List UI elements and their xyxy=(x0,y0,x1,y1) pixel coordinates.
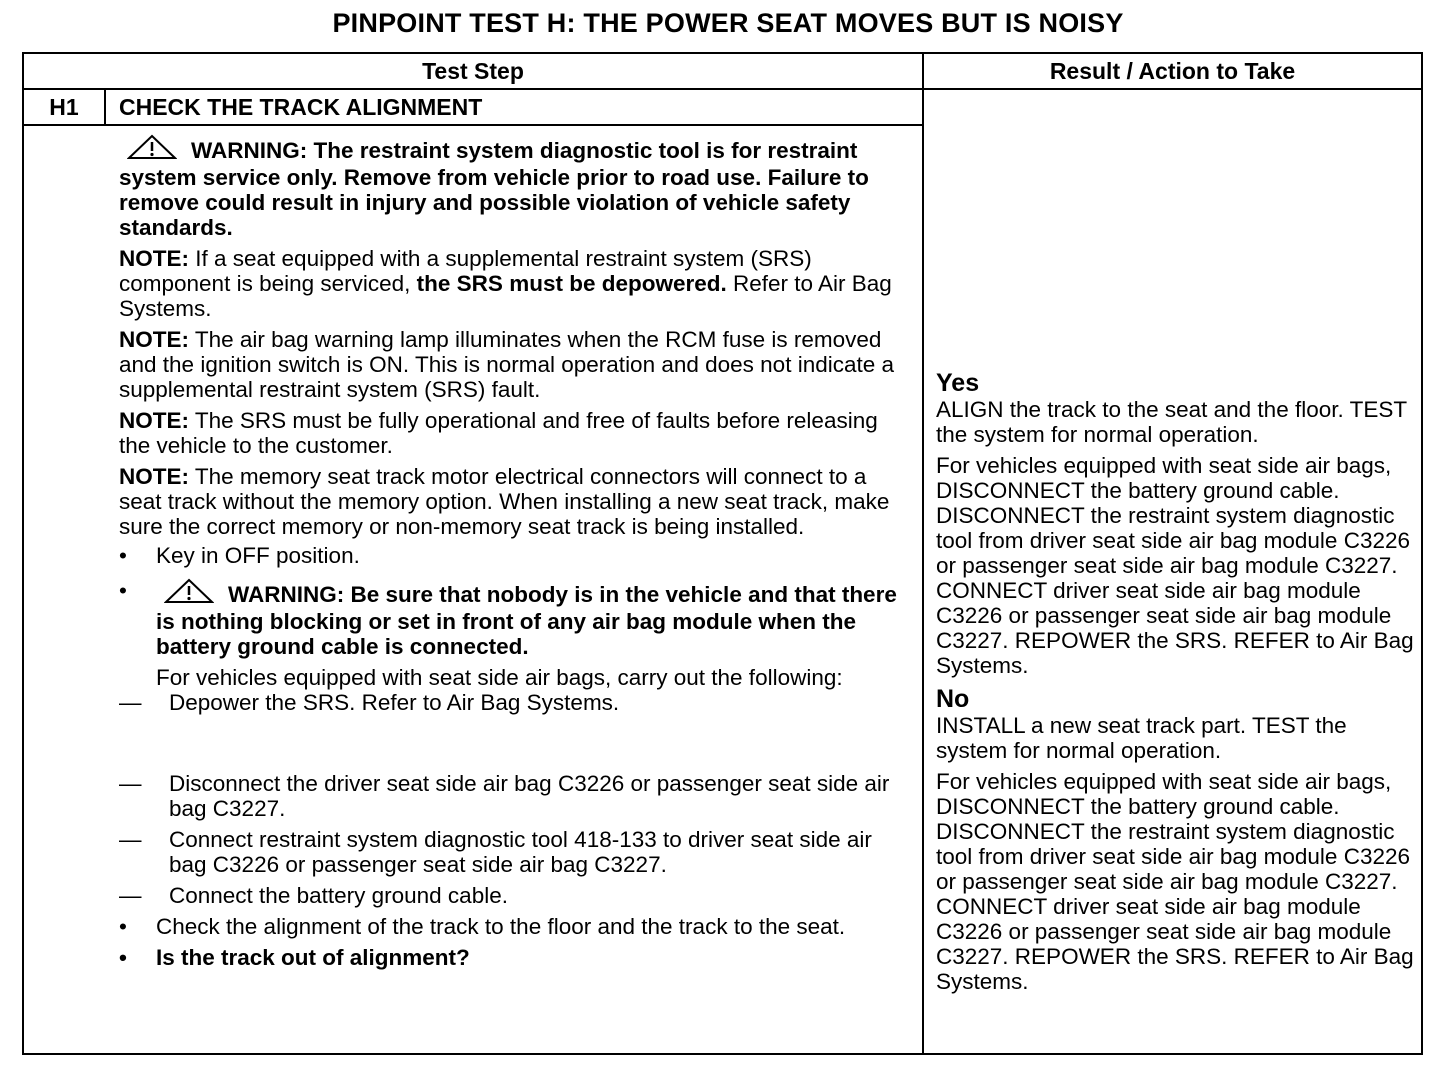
dash-item xyxy=(82,883,899,908)
dash-mark: — xyxy=(119,883,142,908)
warning2-text: : Be sure that nobody is in the vehicle and that there is nothing blocking or set in front of any air bag module when the battery ground cable is connected. xyxy=(156,582,897,659)
bullet-mark: • xyxy=(119,578,127,603)
dash-item xyxy=(82,690,899,715)
note-label: NOTE: xyxy=(119,464,189,489)
dash-mark: — xyxy=(119,690,142,715)
result-no-label: No xyxy=(936,685,970,713)
note-text: The SRS must be fully operational and free of faults before releasing the vehicle to the customer. xyxy=(119,408,878,458)
step-body xyxy=(119,134,899,976)
table-header-row xyxy=(24,54,1421,90)
list-item xyxy=(119,578,899,690)
step-title: CHECK THE TRACK ALIGNMENT xyxy=(119,94,483,120)
warning-label: WARNING xyxy=(228,582,337,607)
dash-item-text: Connect the battery ground cable. xyxy=(169,883,508,908)
bullet-mark: • xyxy=(119,543,127,568)
list-item xyxy=(119,945,899,970)
header-test-step: Test Step xyxy=(422,58,524,84)
note-text: The air bag warning lamp illuminates when the RCM fuse is removed and the ignition switch is ON. This is normal operation and does not indicate a supplemental restraint system (SRS) fault. xyxy=(119,327,895,402)
step-title-row xyxy=(24,90,922,126)
header-result-action: Result / Action to Take xyxy=(1049,58,1296,84)
note-text: Refer to Air Bag Systems. xyxy=(119,271,892,321)
note-label: NOTE: xyxy=(119,246,189,271)
dash-mark: — xyxy=(119,771,142,796)
result-no-detail: For vehicles equipped with seat side air bags, DISCONNECT the battery ground cable. DISCONNECT the restraint system diagnostic tool from driver seat side air bag module C3226 or passenger seat side air bag module C3227. CONNECT driver seat side air bag module C3226 or passenger seat side air bag module C3227. REPOWER the SRS. REFER to Air Bag Systems. xyxy=(936,769,1414,994)
note-text: If a seat equipped with a supplemental restraint system (SRS) component is being serviced, xyxy=(119,246,812,296)
dash-item-text: Disconnect the driver seat side air bag C3226 or passenger seat side air bag C3227. xyxy=(169,771,890,821)
warning-triangle-icon xyxy=(127,134,177,165)
dash-item xyxy=(82,827,899,877)
warning-restraint-tool xyxy=(119,134,899,240)
warning-battery-cable xyxy=(156,578,899,659)
dash-item-text: Connect restraint system diagnostic tool 418-133 to driver seat side air bag C3226 or passenger seat side air bag C3227. xyxy=(169,827,872,877)
note-warning-lamp xyxy=(119,327,899,402)
note-text: The memory seat track motor electrical connectors will connect to a seat track without the memory option. When installing a new seat track, make sure the correct memory or non-memory seat track is being installed. xyxy=(119,464,890,539)
result-body xyxy=(936,370,1421,994)
list-item-text: Check the alignment of the track to the floor and the track to the seat. xyxy=(156,914,846,939)
note-emphasis: the SRS must be depowered. xyxy=(416,271,727,296)
result-yes-action: ALIGN the track to the seat and the floor. TEST the system for normal operation. xyxy=(936,397,1407,447)
list-item xyxy=(119,914,899,939)
list-item-text: For vehicles equipped with seat side air bags, carry out the following: xyxy=(156,665,843,690)
list-item-text: Is the track out of alignment? xyxy=(156,945,470,970)
note-label: NOTE: xyxy=(119,408,189,433)
list-item-text: Key in OFF position. xyxy=(156,543,360,568)
note-memory-seat xyxy=(119,464,899,539)
dash-mark: — xyxy=(119,827,142,852)
dash-item-text: Depower the SRS. Refer to Air Bag Systems. xyxy=(169,690,620,715)
column-divider xyxy=(922,54,924,1053)
warning-triangle-icon xyxy=(164,578,214,609)
bullet-mark: • xyxy=(119,914,127,939)
result-no-action: INSTALL a new seat track part. TEST the system for normal operation. xyxy=(936,713,1347,763)
note-srs-depower xyxy=(119,246,899,321)
note-srs-operational xyxy=(119,408,899,458)
result-yes-detail: For vehicles equipped with seat side air bags, DISCONNECT the battery ground cable. DISCONNECT the restraint system diagnostic tool from driver seat side air bag module C3226 or passenger seat side air bag module C3227. CONNECT driver seat side air bag module C3226 or passenger seat side air bag module C3227. REPOWER the SRS. REFER to Air Bag Systems. xyxy=(936,453,1414,678)
pinpoint-test-table xyxy=(22,52,1423,1055)
result-yes-label: Yes xyxy=(936,369,980,397)
spacer xyxy=(119,721,899,771)
dash-item xyxy=(82,771,899,821)
note-label: NOTE: xyxy=(119,327,189,352)
page-title: PINPOINT TEST H: THE POWER SEAT MOVES BUT IS NOISY xyxy=(332,8,1124,38)
warning1-text: WARNING: The restraint system diagnostic tool is for restraint system service only. Remove from vehicle prior to road use. Failure to remove could result in injury and possible violation of vehicle safety standards. xyxy=(119,138,869,240)
bullet-mark: • xyxy=(119,945,127,970)
list-item xyxy=(119,543,899,568)
step-id: H1 xyxy=(24,90,106,124)
